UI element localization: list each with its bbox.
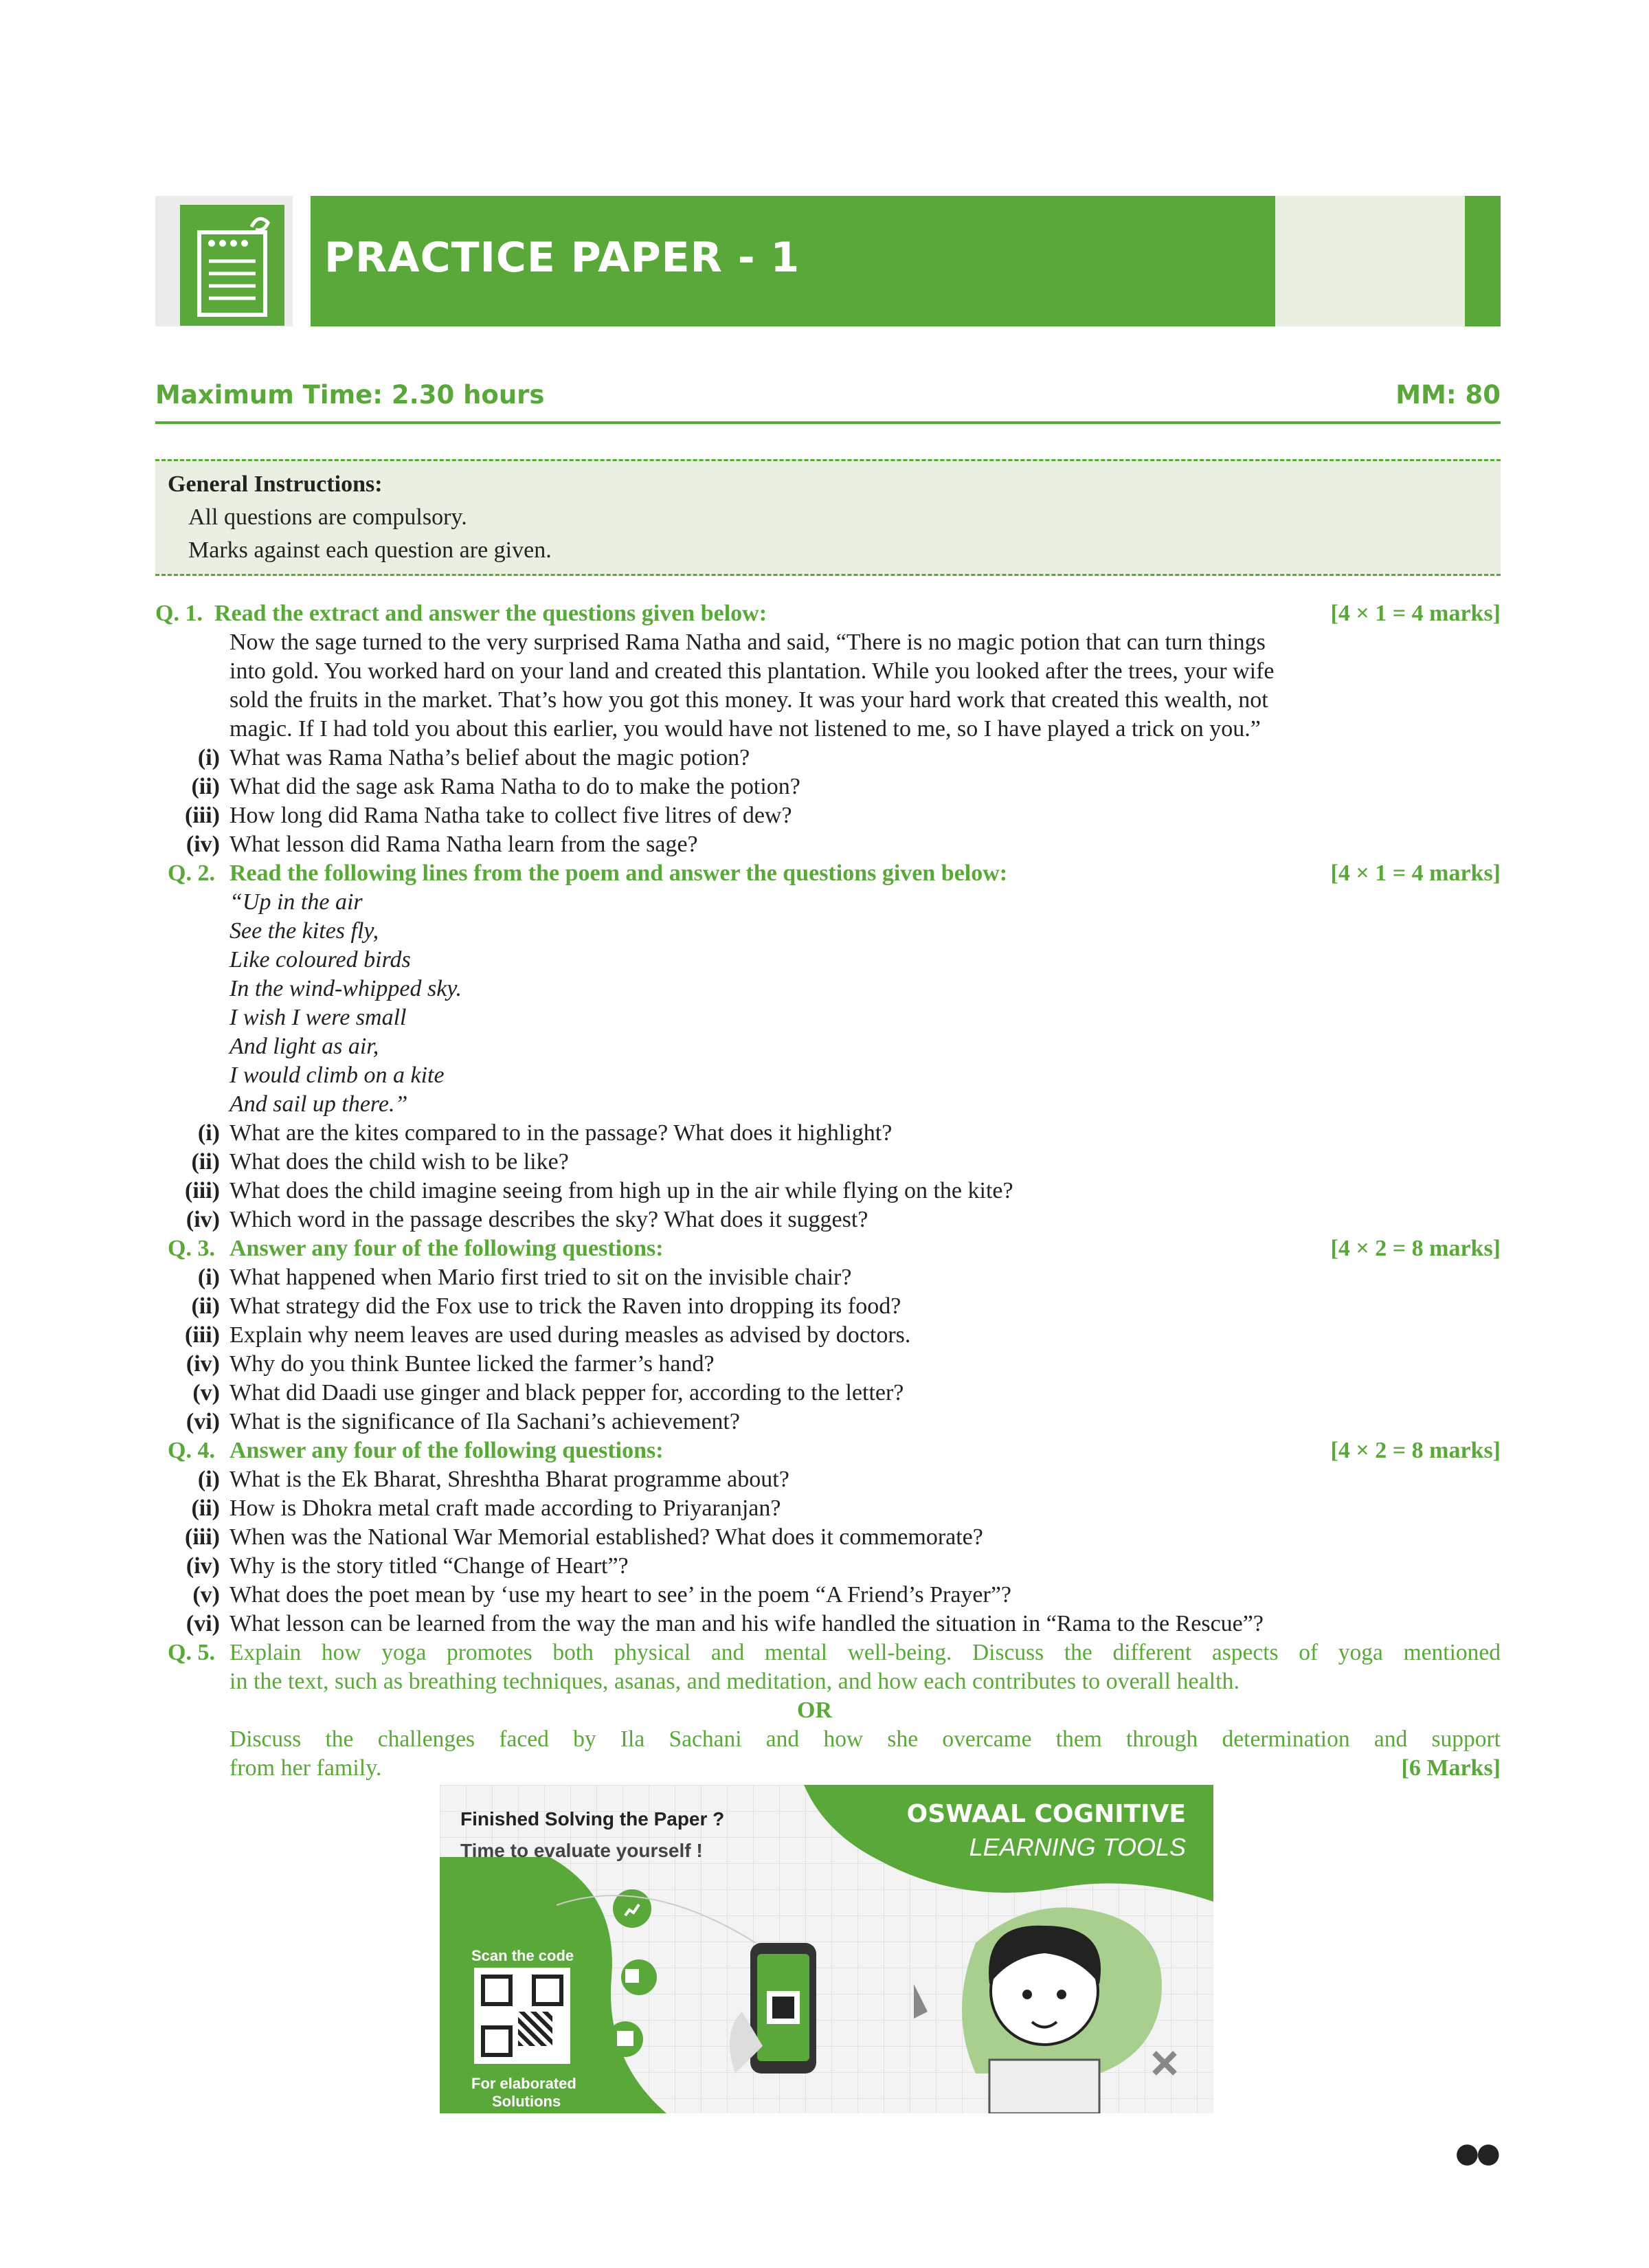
item-number: (i) — [197, 745, 220, 770]
q2-header — [0, 859, 1649, 888]
item-number: (iv) — [186, 1553, 220, 1579]
item-text: What does the poet mean by ‘use my heart to see’ in the poem “A Friend’s Prayer”? — [229, 1582, 1012, 1608]
item-text: What lesson can be learned from the way the man and his wife handled the situation in “Rama to the Rescue”? — [229, 1611, 1264, 1636]
scan-caption-solutions: Solutions — [492, 2093, 561, 2110]
q1-passage-line: into gold. You worked hard on your land and created this plantation. While you looked after the trees, your wife — [229, 658, 1275, 684]
q4-item — [0, 1610, 1649, 1638]
q1-item — [0, 801, 1649, 830]
item-text: What strategy did the Fox use to trick the Raven into dropping its food? — [229, 1293, 901, 1319]
item-text: What did Daadi use ginger and black pepper for, according to the letter? — [229, 1380, 904, 1405]
item-text: What was Rama Natha’s belief about the magic potion? — [229, 745, 750, 770]
item-text: Why do you think Buntee licked the farmer’s hand? — [229, 1351, 715, 1377]
q2-number: Q. 2. — [168, 860, 215, 886]
q3-item — [0, 1379, 1649, 1408]
scan-caption: For elaborated — [471, 2075, 576, 2092]
q4-heading: Answer any four of the following questions: — [229, 1438, 664, 1463]
q1-passage-line: sold the fruits in the market. That’s how you got this money. It was your hard work that created this wealth, not — [229, 687, 1268, 713]
banner-brand-line1: OSWAAL COGNITIVE — [906, 1800, 1186, 1828]
poem-line: In the wind-whipped sky. — [229, 976, 462, 1001]
q5-header — [0, 1638, 1649, 1667]
item-number: (vi) — [186, 1409, 220, 1434]
q3-header — [0, 1234, 1649, 1263]
item-number: (iv) — [186, 832, 220, 857]
banner-subtext: Time to evaluate yourself ! — [460, 1840, 703, 1861]
q5-number: Q. 5. — [168, 1640, 215, 1665]
q5-line: in the text, such as breathing techniques, asanas, and meditation, and how each contributes to overall health. — [229, 1669, 1240, 1694]
q1-heading: Read the extract and answer the questions given below: — [214, 601, 767, 626]
header-accent-light — [1275, 196, 1465, 326]
poem-line: I would climb on a kite — [229, 1063, 445, 1088]
item-number: (v) — [192, 1380, 220, 1405]
item-text: Explain why neem leaves are used during measles as advised by doctors. — [229, 1322, 911, 1348]
q1-item — [0, 744, 1649, 772]
poem-line: And sail up there.” — [229, 1091, 408, 1117]
q2-item — [0, 1119, 1649, 1148]
qr-code[interactable] — [474, 1968, 570, 2064]
item-text: What is the significance of Ila Sachani’s achievement? — [229, 1409, 740, 1434]
q3-marks: [4 × 2 = 8 marks] — [1330, 1236, 1501, 1261]
q4-header — [0, 1436, 1649, 1465]
q5-line: from her family. — [229, 1755, 382, 1781]
q3-heading: Answer any four of the following questions: — [229, 1236, 664, 1261]
worksheet-icon — [180, 205, 284, 326]
q3-item — [0, 1350, 1649, 1379]
q4-number: Q. 4. — [168, 1438, 215, 1463]
instructions-heading: General Instructions: — [168, 471, 383, 497]
item-text: How is Dhokra metal craft made according to Priyaranjan? — [229, 1496, 781, 1521]
q1-passage-line: Now the sage turned to the very surprised Rama Natha and said, “There is no magic potion that can turn things — [229, 630, 1266, 655]
item-text: What does the child wish to be like? — [229, 1149, 569, 1175]
q1-number: Q. 1. — [155, 601, 203, 626]
item-number: (iii) — [185, 1322, 220, 1348]
instruction-line: Marks against each question are given. — [188, 537, 552, 563]
oswaal-promo-banner — [440, 1785, 1213, 2113]
banner-question: Finished Solving the Paper ? — [460, 1808, 725, 1830]
item-text: Which word in the passage describes the sky? What does it suggest? — [229, 1207, 868, 1232]
poem-line: “Up in the air — [229, 889, 363, 915]
or-separator: OR — [797, 1698, 832, 1723]
item-text: What does the child imagine seeing from high up in the air while flying on the kite? — [229, 1178, 1013, 1203]
banner-brand-line2: LEARNING TOOLS — [969, 1833, 1186, 1861]
maximum-time: Maximum Time: 2.30 hours — [155, 380, 545, 410]
q3-number: Q. 3. — [168, 1236, 215, 1261]
q4-item — [0, 1523, 1649, 1552]
q1-item — [0, 830, 1649, 859]
instruction-line: All questions are compulsory. — [188, 504, 467, 530]
q5-line: Discuss the challenges faced by Ila Sachani and how she overcame them through determination and support — [229, 1726, 1501, 1752]
q1-passage-line: magic. If I had told you about this earlier, you would have not listened to me, so I have played a trick on you.” — [229, 716, 1261, 742]
maximum-marks: MM: 80 — [1395, 380, 1501, 410]
header-icon-panel — [180, 205, 284, 326]
q4-marks: [4 × 2 = 8 marks] — [1330, 1438, 1501, 1463]
q5-line: Explain how yoga promotes both physical and mental well-being. Discuss the different aspects of yoga mentioned — [229, 1640, 1501, 1665]
scan-label: Scan the code — [471, 1947, 574, 1964]
item-number: (iii) — [185, 1178, 220, 1203]
poem-line: Like coloured birds — [229, 947, 411, 972]
q2-item — [0, 1148, 1649, 1177]
q2-heading: Read the following lines from the poem and answer the questions given below: — [229, 860, 1008, 886]
item-text: What happened when Mario first tried to sit on the invisible chair? — [229, 1265, 852, 1290]
item-number: (vi) — [186, 1611, 220, 1636]
header-accent-edge — [1465, 196, 1501, 326]
q2-item — [0, 1177, 1649, 1205]
item-text: What are the kites compared to in the passage? What does it highlight? — [229, 1120, 893, 1146]
item-number: (ii) — [191, 1293, 220, 1319]
page-dots: ●● — [1455, 2137, 1498, 2169]
item-text: How long did Rama Natha take to collect five litres of dew? — [229, 803, 792, 828]
q3-item — [0, 1263, 1649, 1292]
q2-item — [0, 1205, 1649, 1234]
q1-item — [0, 772, 1649, 801]
q3-item — [0, 1408, 1649, 1436]
q5-marks: [6 Marks] — [1401, 1755, 1501, 1781]
poem-line: I wish I were small — [229, 1005, 407, 1030]
poem-line: And light as air, — [229, 1034, 379, 1059]
item-number: (iv) — [186, 1351, 220, 1377]
item-number: (ii) — [191, 774, 220, 799]
poem-line: See the kites fly, — [229, 918, 379, 944]
q4-item — [0, 1494, 1649, 1523]
item-number: (ii) — [191, 1149, 220, 1175]
q1-header — [0, 599, 1649, 628]
divider — [155, 421, 1501, 424]
q4-item — [0, 1552, 1649, 1581]
item-text: What lesson did Rama Natha learn from the sage? — [229, 832, 698, 857]
q3-item — [0, 1292, 1649, 1321]
item-number: (v) — [192, 1582, 220, 1608]
item-text: When was the National War Memorial established? What does it commemorate? — [229, 1524, 983, 1550]
item-number: (i) — [197, 1265, 220, 1290]
item-text: Why is the story titled “Change of Heart”? — [229, 1553, 629, 1579]
item-number: (iv) — [186, 1207, 220, 1232]
q4-item — [0, 1581, 1649, 1610]
item-text: What did the sage ask Rama Natha to do to make the potion? — [229, 774, 800, 799]
page-title: PRACTICE PAPER - 1 — [324, 234, 800, 282]
item-number: (ii) — [191, 1496, 220, 1521]
item-number: (i) — [197, 1467, 220, 1492]
item-number: (iii) — [185, 1524, 220, 1550]
q3-item — [0, 1321, 1649, 1350]
item-number: (i) — [197, 1120, 220, 1146]
q2-marks: [4 × 1 = 4 marks] — [1330, 860, 1501, 886]
q1-marks: [4 × 1 = 4 marks] — [1330, 601, 1501, 626]
q4-item — [0, 1465, 1649, 1494]
item-number: (iii) — [185, 803, 220, 828]
item-text: What is the Ek Bharat, Shreshtha Bharat programme about? — [229, 1467, 789, 1492]
